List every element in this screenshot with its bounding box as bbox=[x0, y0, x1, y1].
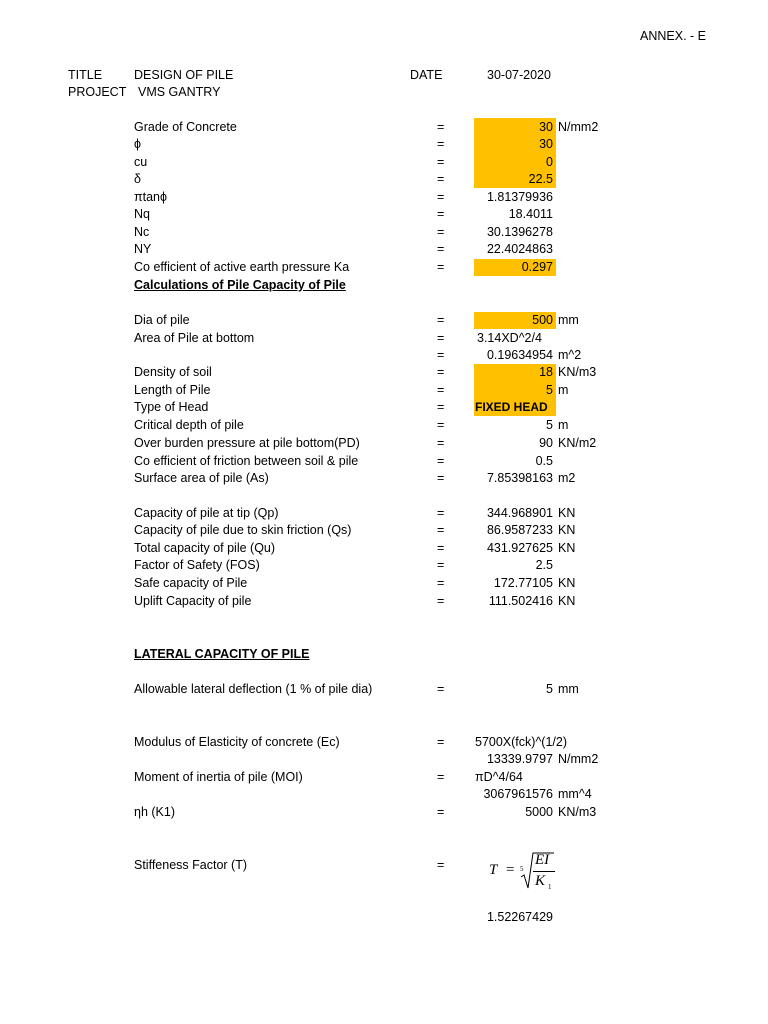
row-value: 1.81379936 bbox=[486, 190, 553, 204]
row-label: Allowable lateral deflection (1 % of pile dia) bbox=[134, 682, 373, 696]
row-label: πtanϕ bbox=[134, 190, 168, 204]
row-value: 5 bbox=[546, 682, 553, 696]
row-unit: KN bbox=[558, 594, 576, 608]
equals-sign: = bbox=[437, 207, 445, 221]
row-label: Uplift Capacity of pile bbox=[134, 594, 252, 608]
project-value: VMS GANTRY bbox=[138, 85, 221, 99]
row-unit: m2 bbox=[558, 471, 576, 485]
row-unit: KN bbox=[558, 506, 576, 520]
row-value: 172.77105 bbox=[493, 576, 553, 590]
row-label: Nq bbox=[134, 207, 150, 221]
row-unit: KN/m3 bbox=[558, 365, 597, 379]
equals-sign: = bbox=[437, 313, 445, 327]
row-unit: mm^4 bbox=[558, 787, 592, 801]
row-value: 2.5 bbox=[535, 558, 553, 572]
row-value: 22.4024863 bbox=[486, 242, 553, 256]
row-value: 18 bbox=[539, 365, 553, 379]
row-value: 13339.9797 bbox=[486, 752, 553, 766]
row-label: Surface area of pile (As) bbox=[134, 471, 269, 485]
equals-sign: = bbox=[437, 770, 445, 784]
equals-sign: = bbox=[437, 365, 445, 379]
row-value: 5000 bbox=[525, 805, 553, 819]
row-label: Total capacity of pile (Qu) bbox=[134, 541, 276, 555]
row-unit: m bbox=[558, 383, 569, 397]
row-label: Dia of pile bbox=[134, 313, 190, 327]
row-unit: m bbox=[558, 418, 569, 432]
row-unit: KN bbox=[558, 576, 576, 590]
section-heading-lateral: LATERAL CAPACITY OF PILE bbox=[134, 647, 310, 661]
equals-sign: = bbox=[437, 594, 445, 608]
row-label: Type of Head bbox=[134, 400, 209, 414]
row-unit: KN bbox=[558, 523, 576, 537]
row-label: NY bbox=[134, 242, 152, 256]
equals-sign: = bbox=[437, 348, 445, 362]
row-value: 86.9587233 bbox=[486, 523, 553, 537]
equals-sign: = bbox=[437, 523, 445, 537]
row-unit: N/mm2 bbox=[558, 752, 599, 766]
equals-sign: = bbox=[437, 454, 445, 468]
row-value: 344.968901 bbox=[486, 506, 553, 520]
annex-label: ANNEX. - E bbox=[640, 29, 706, 43]
row-value: 3067961576 bbox=[483, 787, 553, 801]
row-unit: KN/m2 bbox=[558, 436, 597, 450]
row-value: 22.5 bbox=[528, 172, 553, 186]
row-label: cu bbox=[134, 155, 148, 169]
equals-sign: = bbox=[437, 120, 445, 134]
row-value: 7.85398163 bbox=[486, 471, 553, 485]
row-value: 1.52267429 bbox=[486, 910, 553, 924]
row-label: ηh (K1) bbox=[134, 805, 175, 819]
equals-sign: = bbox=[437, 190, 445, 204]
row-label: Co efficient of friction between soil & pile bbox=[134, 454, 359, 468]
section-heading-calculations: Calculations of Pile Capacity of Pile bbox=[134, 278, 346, 292]
row-value: 30 bbox=[539, 137, 553, 151]
formula-root-index: 5 bbox=[520, 865, 524, 873]
row-label: Modulus of Elasticity of concrete (Ec) bbox=[134, 735, 340, 749]
row-label: Co efficient of active earth pressure Ka bbox=[134, 260, 350, 274]
row-value: 0.5 bbox=[535, 454, 553, 468]
equals-sign: = bbox=[437, 260, 445, 274]
row-label: Grade of Concrete bbox=[134, 120, 237, 134]
row-value: 431.927625 bbox=[486, 541, 553, 555]
equals-sign: = bbox=[437, 155, 445, 169]
equals-sign: = bbox=[437, 558, 445, 572]
equals-sign: = bbox=[437, 576, 445, 590]
row-value: 0 bbox=[546, 155, 553, 169]
date-label: DATE bbox=[410, 68, 443, 82]
row-unit: mm bbox=[558, 313, 579, 327]
row-formula: 5700X(fck)^(1/2) bbox=[475, 735, 568, 749]
row-label: Safe capacity of Pile bbox=[134, 576, 248, 590]
row-unit: KN bbox=[558, 541, 576, 555]
row-unit: N/mm2 bbox=[558, 120, 599, 134]
project-label: PROJECT bbox=[68, 85, 127, 99]
row-label: Capacity of pile due to skin friction (Qs) bbox=[134, 523, 352, 537]
equals-sign: = bbox=[437, 383, 445, 397]
row-label: Nc bbox=[134, 225, 150, 239]
equals-sign: = bbox=[437, 400, 445, 414]
formula-denominator: K bbox=[535, 873, 546, 889]
formula-subscript: 1 bbox=[548, 883, 552, 891]
row-formula: πD^4/64 bbox=[475, 770, 523, 784]
equals-sign: = bbox=[437, 858, 445, 872]
date-value: 30-07-2020 bbox=[487, 68, 551, 82]
row-label: Stiffeness Factor (T) bbox=[134, 858, 247, 872]
equals-sign: = bbox=[437, 331, 445, 345]
row-label: Over burden pressure at pile bottom(PD) bbox=[134, 436, 360, 450]
equals-sign: = bbox=[437, 506, 445, 520]
row-label: Moment of inertia of pile (MOI) bbox=[134, 770, 303, 784]
row-label: ϕ bbox=[134, 137, 142, 151]
fraction-bar bbox=[533, 871, 555, 872]
row-label: Critical depth of pile bbox=[134, 418, 244, 432]
formula-eq: = bbox=[506, 862, 515, 878]
row-value: 500 bbox=[532, 313, 553, 327]
equals-sign: = bbox=[437, 735, 445, 749]
row-value: 5 bbox=[546, 418, 553, 432]
row-label: Area of Pile at bottom bbox=[134, 331, 255, 345]
row-value: 0.297 bbox=[521, 260, 553, 274]
formula-numerator: EI bbox=[535, 852, 550, 868]
equals-sign: = bbox=[437, 418, 445, 432]
row-unit: mm bbox=[558, 682, 579, 696]
equals-sign: = bbox=[437, 137, 445, 151]
row-value: 90 bbox=[539, 436, 553, 450]
equals-sign: = bbox=[437, 805, 445, 819]
title-value: DESIGN OF PILE bbox=[134, 68, 234, 82]
row-value: 111.502416 bbox=[488, 594, 553, 608]
title-label: TITLE bbox=[68, 68, 103, 82]
row-value: FIXED HEAD bbox=[475, 400, 548, 414]
row-value: 30 bbox=[539, 120, 553, 134]
row-label: δ bbox=[134, 172, 141, 186]
row-label: Density of soil bbox=[134, 365, 212, 379]
row-label: Capacity of pile at tip (Qp) bbox=[134, 506, 279, 520]
row-formula: 3.14XD^2/4 bbox=[477, 331, 542, 345]
stiffness-formula bbox=[486, 846, 566, 896]
row-unit: m^2 bbox=[558, 348, 582, 362]
equals-sign: = bbox=[437, 541, 445, 555]
row-label: Factor of Safety (FOS) bbox=[134, 558, 260, 572]
equals-sign: = bbox=[437, 225, 445, 239]
equals-sign: = bbox=[437, 471, 445, 485]
equals-sign: = bbox=[437, 436, 445, 450]
row-value: 30.1396278 bbox=[486, 225, 553, 239]
formula-lhs: T bbox=[489, 862, 498, 878]
equals-sign: = bbox=[437, 242, 445, 256]
equals-sign: = bbox=[437, 172, 445, 186]
row-value: 0.19634954 bbox=[486, 348, 553, 362]
equals-sign: = bbox=[437, 682, 445, 696]
row-label: Length of Pile bbox=[134, 383, 211, 397]
row-unit: KN/m3 bbox=[558, 805, 597, 819]
row-value: 18.4011 bbox=[508, 207, 553, 221]
row-value: 5 bbox=[546, 383, 553, 397]
